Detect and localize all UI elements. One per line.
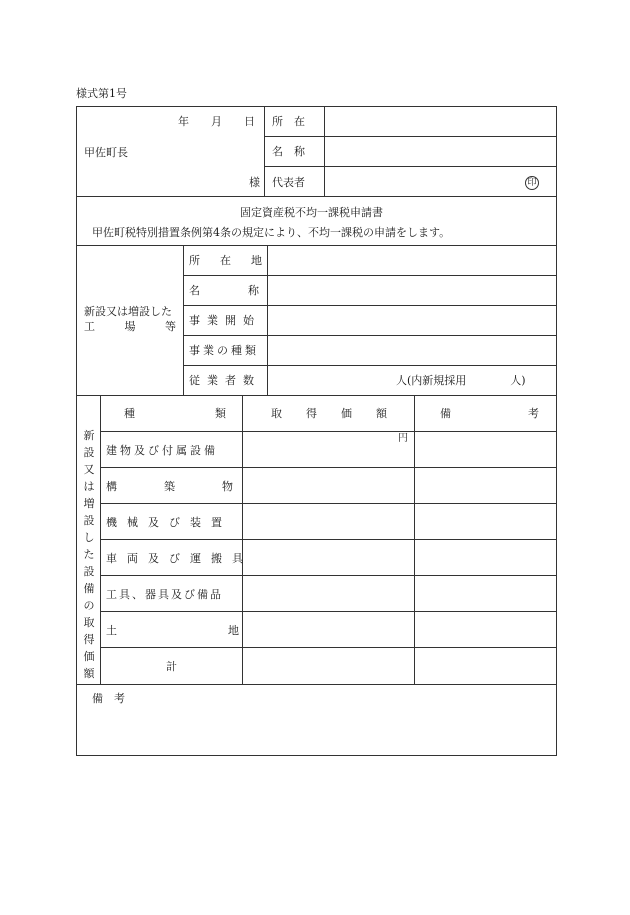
form-title: 固定資産税不均一課税申請書 bbox=[240, 206, 383, 219]
divider bbox=[100, 647, 556, 648]
business-start-field[interactable] bbox=[269, 307, 554, 333]
factory-location-label: 所在地 bbox=[189, 254, 282, 267]
amount-field-total[interactable] bbox=[244, 649, 412, 682]
vertical-char: 設 bbox=[83, 565, 95, 578]
factory-name-label: 名称 bbox=[189, 284, 307, 297]
divider bbox=[100, 503, 556, 504]
vertical-char: は bbox=[83, 480, 95, 493]
applicant-address-label: 所 在 bbox=[272, 115, 305, 128]
business-start-label: 事業開始 bbox=[189, 314, 261, 327]
factory-group-char: 工 bbox=[84, 320, 95, 333]
honorific: 様 bbox=[249, 176, 260, 189]
vertical-char: 備 bbox=[83, 582, 95, 595]
vertical-char: 得 bbox=[83, 633, 95, 646]
equipment-group-label bbox=[82, 430, 96, 685]
vertical-char: 新 bbox=[83, 429, 95, 442]
date-label: 年 月 日 bbox=[178, 115, 255, 128]
equip-row-total: 計 bbox=[166, 660, 177, 673]
business-type-field[interactable] bbox=[269, 337, 554, 363]
equip-row-buildings: 建物及び付属設備 bbox=[106, 444, 218, 457]
vertical-char: 設 bbox=[83, 446, 95, 459]
factory-group-char: 場 bbox=[124, 320, 136, 333]
divider bbox=[264, 166, 556, 167]
form-number: 様式第1号 bbox=[76, 87, 127, 100]
factory-group-label: 新設又は増設した bbox=[84, 305, 172, 318]
vertical-char: 設 bbox=[83, 514, 95, 527]
divider bbox=[76, 196, 557, 197]
employees-label: 従業者数 bbox=[189, 374, 261, 387]
factory-group-char: 等 bbox=[165, 320, 176, 333]
divider bbox=[183, 275, 556, 276]
vertical-char: の bbox=[83, 599, 95, 612]
divider bbox=[183, 245, 184, 395]
equip-row-land: 土地 bbox=[106, 624, 350, 637]
vertical-char: 取 bbox=[83, 616, 95, 629]
divider bbox=[100, 575, 556, 576]
employees-field[interactable] bbox=[269, 367, 394, 393]
business-type-label: 事業の種類 bbox=[189, 344, 259, 357]
remarks-label: 備 考 bbox=[92, 692, 125, 705]
vertical-char: 増 bbox=[83, 497, 95, 510]
divider bbox=[76, 245, 557, 246]
equip-row-machinery: 機械及び装置 bbox=[106, 516, 232, 529]
vertical-char: し bbox=[83, 531, 95, 544]
representative-field[interactable] bbox=[326, 168, 516, 194]
divider bbox=[100, 431, 556, 432]
vertical-char: 又 bbox=[83, 463, 95, 476]
factory-group-label-line2 bbox=[84, 321, 176, 332]
equip-row-structures: 構築物 bbox=[106, 480, 280, 493]
column-header-kind: 種類 bbox=[124, 407, 306, 420]
divider bbox=[100, 539, 556, 540]
column-header-amount: 取得価額 bbox=[271, 407, 411, 420]
yen-unit: 円 bbox=[398, 433, 408, 444]
amount-field-structures[interactable] bbox=[244, 469, 412, 501]
factory-location-field[interactable] bbox=[269, 247, 554, 273]
divider bbox=[100, 467, 556, 468]
divider bbox=[267, 245, 268, 395]
divider bbox=[264, 106, 265, 196]
amount-field-land[interactable] bbox=[244, 613, 412, 645]
divider bbox=[264, 136, 556, 137]
divider bbox=[100, 611, 556, 612]
divider bbox=[183, 305, 556, 306]
divider bbox=[183, 335, 556, 336]
equip-row-vehicles: 車両及び運搬具 bbox=[106, 552, 253, 565]
divider bbox=[76, 395, 557, 396]
seal-mark: 印 bbox=[525, 176, 539, 190]
remarks-field[interactable] bbox=[78, 712, 554, 754]
amount-field-vehicles[interactable] bbox=[244, 541, 412, 573]
representative-label: 代表者 bbox=[272, 176, 305, 189]
applicant-address-field[interactable] bbox=[326, 108, 554, 134]
divider bbox=[76, 684, 557, 685]
vertical-char: た bbox=[83, 548, 95, 561]
vertical-char: 額 bbox=[83, 667, 95, 680]
column-header-remarks: 備考 bbox=[440, 407, 616, 420]
employees-unit-text: 人(内新規採用 人) bbox=[396, 374, 526, 387]
divider bbox=[183, 365, 556, 366]
amount-field-tools[interactable] bbox=[244, 577, 412, 609]
applicant-name-label: 名 称 bbox=[272, 145, 305, 158]
factory-name-field[interactable] bbox=[269, 277, 554, 303]
equip-row-tools: 工具、器具及び備品 bbox=[106, 588, 223, 601]
vertical-char: 価 bbox=[83, 650, 95, 663]
divider bbox=[324, 106, 325, 196]
addressee: 甲佐町長 bbox=[84, 146, 128, 159]
amount-field-machinery[interactable] bbox=[244, 505, 412, 537]
amount-field-buildings[interactable] bbox=[244, 433, 412, 465]
intro-text: 甲佐町税特別措置条例第4条の規定により、不均一課税の申請をします。 bbox=[92, 226, 451, 239]
applicant-name-field[interactable] bbox=[326, 138, 554, 164]
